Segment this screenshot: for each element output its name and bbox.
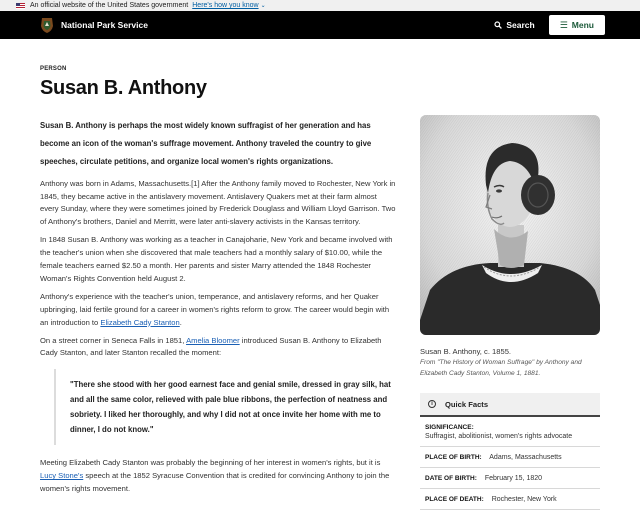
paragraph-text: .	[179, 317, 182, 327]
fact-label: PLACE OF DEATH:	[425, 496, 484, 503]
heres-how-you-know-link[interactable]: Here's how you know	[192, 2, 259, 9]
search-label: Search	[506, 20, 535, 30]
info-icon: i	[428, 400, 436, 408]
page-title: Susan B. Anthony	[40, 77, 207, 99]
portrait-credit: From "The History of Woman Suffrage" by Anthony and Elizabeth Cady Stanton, Volume 1, 1881.	[420, 359, 582, 377]
lucy-stone-link[interactable]: Lucy Stone's	[40, 471, 84, 481]
us-flag-icon	[16, 3, 25, 9]
paragraph-text: Anthony's experience with the teacher's union, temperance, and antislavery reforms, and her Quaker upbringing, laid fertile ground for a career in women's rights reform to grow. The career would begin with an introduction to	[40, 291, 390, 327]
menu-button[interactable]	[549, 15, 605, 35]
portrait-image[interactable]	[420, 115, 600, 335]
fact-label: SIGNIFICANCE:	[425, 424, 474, 431]
amelia-bloomer-link[interactable]: Amelia Bloomer	[186, 335, 240, 345]
article-paragraph	[40, 335, 396, 361]
site-brand[interactable]: National Park Service	[61, 20, 148, 30]
fact-date-of-birth	[420, 468, 600, 489]
quick-facts-header	[420, 393, 600, 417]
site-header	[0, 11, 640, 39]
fact-value: Suffragist, abolitionist, women's rights advocate	[425, 433, 573, 440]
fact-place-of-death	[420, 489, 600, 510]
article-paragraph	[40, 457, 396, 496]
fact-label: DATE OF BIRTH:	[425, 475, 477, 482]
paragraph-text: introduced Susan B. Anthony to Elizabeth Cady Stanton, and later Stanton recalled the moment:	[40, 335, 382, 358]
fact-label: PLACE OF BIRTH:	[425, 454, 482, 461]
article-paragraph	[40, 291, 396, 330]
portrait-caption: Susan B. Anthony, c. 1855.	[420, 347, 512, 356]
gov-banner	[0, 0, 640, 11]
article-lead: Susan B. Anthony is perhaps the most widely known suffragist of her generation and has become an icon of the woman's suffrage movement. Anthony traveled the country to give speeches, circulate petitions, and organize local women's rights organizations.	[40, 121, 372, 167]
quick-facts-title: Quick Facts	[445, 399, 489, 409]
arrowhead-logo-icon[interactable]	[40, 17, 54, 34]
menu-label: Menu	[571, 20, 594, 30]
stanton-quote: "There she stood with her good earnest face and genial smile, dressed in gray silk, hat and all the same color, relieved with pale blue ribbons, the perfection of neatness and sobriety. I liked her thoroughly, and why I did not at once invite her home with me to dinner, I do not know."	[54, 369, 396, 445]
chevron-down-icon[interactable]: ⌄	[260, 3, 266, 9]
paragraph-text: Meeting Elizabeth Cady Stanton was probably the beginning of her interest in women's rights, but it is	[40, 458, 381, 468]
search-button[interactable]	[494, 20, 534, 30]
article-paragraph: Anthony was born in Adams, Massachusetts.[1] After the Anthony family moved to Rochester, New York in 1845, they became active in the antislavery movement. Antislavery Quakers met at their farm almost every Sunday, where they were sometimes joined by Frederick Douglass and William Lloyd Garrison. Two of Anthony's brothers, Daniel and Merritt, were later anti-slavery activists in the Kansas territory.	[40, 178, 396, 227]
article-body	[40, 117, 396, 501]
fact-value: Rochester, New York	[491, 496, 557, 503]
fact-significance	[420, 417, 600, 447]
paragraph-text: On a street corner in Seneca Falls in 1851,	[40, 335, 187, 345]
article-paragraph: In 1848 Susan B. Anthony was working as a teacher in Canajoharie, New York and became involved with the teacher's union when she discovered that male teachers had a monthly salary of $10.00, while the female teachers earned $2.50 a month. Her parents and sister Marry attended the 1848 Rochester Woman's Rights Convention held August 2.	[40, 235, 393, 283]
elizabeth-cady-stanton-link[interactable]: Elizabeth Cady Stanton	[100, 317, 180, 327]
fact-value: February 15, 1820	[484, 475, 543, 482]
fact-value: Adams, Massachusetts	[489, 454, 562, 461]
gov-banner-text: An official website of the United States government	[30, 2, 189, 9]
menu-icon: ☰	[559, 19, 568, 30]
paragraph-text: speech at the 1852 Syracuse Convention that is credited for convincing Anthony to join the women's rights movement.	[40, 471, 390, 494]
fact-place-of-birth	[420, 447, 600, 468]
search-icon	[494, 21, 502, 29]
portrait-engraving	[420, 115, 600, 335]
sidebar	[420, 115, 600, 510]
page-eyebrow: PERSON	[40, 66, 67, 72]
